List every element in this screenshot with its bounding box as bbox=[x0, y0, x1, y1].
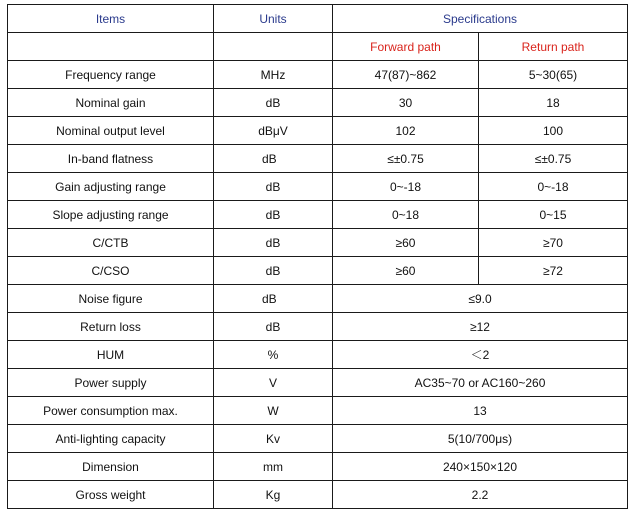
row-item: Power supply bbox=[8, 369, 214, 397]
subheader-items-empty bbox=[8, 33, 214, 61]
row-item: Nominal output level bbox=[8, 117, 214, 145]
table-row bbox=[8, 313, 628, 341]
table-row bbox=[8, 89, 628, 117]
table-row bbox=[8, 425, 628, 453]
row-return: 18 bbox=[479, 89, 628, 117]
row-forward: ≤±0.75 bbox=[333, 145, 479, 173]
table-row bbox=[8, 341, 628, 369]
row-item: Return loss bbox=[8, 313, 214, 341]
row-value: ≥12 bbox=[333, 313, 628, 341]
row-item: In-band flatness bbox=[8, 145, 214, 173]
row-unit: dBμV bbox=[214, 117, 333, 145]
row-unit: dB bbox=[214, 229, 333, 257]
table-row bbox=[8, 61, 628, 89]
row-unit: MHz bbox=[214, 61, 333, 89]
row-unit: Kv bbox=[214, 425, 333, 453]
row-forward: 102 bbox=[333, 117, 479, 145]
header-row bbox=[8, 5, 628, 33]
row-unit: % bbox=[214, 341, 333, 369]
row-forward: 0~18 bbox=[333, 201, 479, 229]
row-return: ≥70 bbox=[479, 229, 628, 257]
row-value: ＜2 bbox=[333, 341, 628, 369]
row-item: Slope adjusting range bbox=[8, 201, 214, 229]
row-return: 0~15 bbox=[479, 201, 628, 229]
row-return: ≥72 bbox=[479, 257, 628, 285]
row-item: Dimension bbox=[8, 453, 214, 481]
row-unit: V bbox=[214, 369, 333, 397]
row-unit: mm bbox=[214, 453, 333, 481]
header-return-path: Return path bbox=[479, 33, 628, 61]
header-specifications: Specifications bbox=[333, 5, 628, 33]
row-unit: dB bbox=[214, 201, 333, 229]
row-forward: 30 bbox=[333, 89, 479, 117]
row-return: 0~-18 bbox=[479, 173, 628, 201]
table-row bbox=[8, 481, 628, 509]
table-row bbox=[8, 257, 628, 285]
row-item: Anti-lighting capacity bbox=[8, 425, 214, 453]
row-unit: dB bbox=[214, 313, 333, 341]
row-item: C/CSO bbox=[8, 257, 214, 285]
spec-table bbox=[7, 4, 628, 509]
row-return: 5~30(65) bbox=[479, 61, 628, 89]
spec-table-container bbox=[7, 4, 628, 509]
header-items: Items bbox=[8, 5, 214, 33]
row-unit: dB bbox=[214, 285, 333, 313]
subheader-units-empty bbox=[214, 33, 333, 61]
row-unit: dB bbox=[214, 257, 333, 285]
row-value: ≤9.0 bbox=[333, 285, 628, 313]
table-row bbox=[8, 453, 628, 481]
row-value: 13 bbox=[333, 397, 628, 425]
row-value: 240×150×120 bbox=[333, 453, 628, 481]
row-item: Power consumption max. bbox=[8, 397, 214, 425]
table-row bbox=[8, 229, 628, 257]
row-unit: W bbox=[214, 397, 333, 425]
row-unit: Kg bbox=[214, 481, 333, 509]
row-forward: 0~-18 bbox=[333, 173, 479, 201]
table-row bbox=[8, 369, 628, 397]
row-item: C/CTB bbox=[8, 229, 214, 257]
row-item: Frequency range bbox=[8, 61, 214, 89]
row-unit: dB bbox=[214, 173, 333, 201]
row-item: HUM bbox=[8, 341, 214, 369]
row-forward: ≥60 bbox=[333, 257, 479, 285]
table-row bbox=[8, 397, 628, 425]
table-row bbox=[8, 173, 628, 201]
row-forward: 47(87)~862 bbox=[333, 61, 479, 89]
table-row bbox=[8, 145, 628, 173]
table-row bbox=[8, 117, 628, 145]
row-item: Nominal gain bbox=[8, 89, 214, 117]
row-unit: dB bbox=[214, 145, 333, 173]
row-value: AC35~70 or AC160~260 bbox=[333, 369, 628, 397]
row-value: 5(10/700μs) bbox=[333, 425, 628, 453]
row-item: Gain adjusting range bbox=[8, 173, 214, 201]
row-item: Noise figure bbox=[8, 285, 214, 313]
table-row bbox=[8, 285, 628, 313]
row-value: 2.2 bbox=[333, 481, 628, 509]
row-return: 100 bbox=[479, 117, 628, 145]
header-units: Units bbox=[214, 5, 333, 33]
header-forward-path: Forward path bbox=[333, 33, 479, 61]
row-return: ≤±0.75 bbox=[479, 145, 628, 173]
subheader-row bbox=[8, 33, 628, 61]
row-unit: dB bbox=[214, 89, 333, 117]
table-row bbox=[8, 201, 628, 229]
row-item: Gross weight bbox=[8, 481, 214, 509]
row-forward: ≥60 bbox=[333, 229, 479, 257]
